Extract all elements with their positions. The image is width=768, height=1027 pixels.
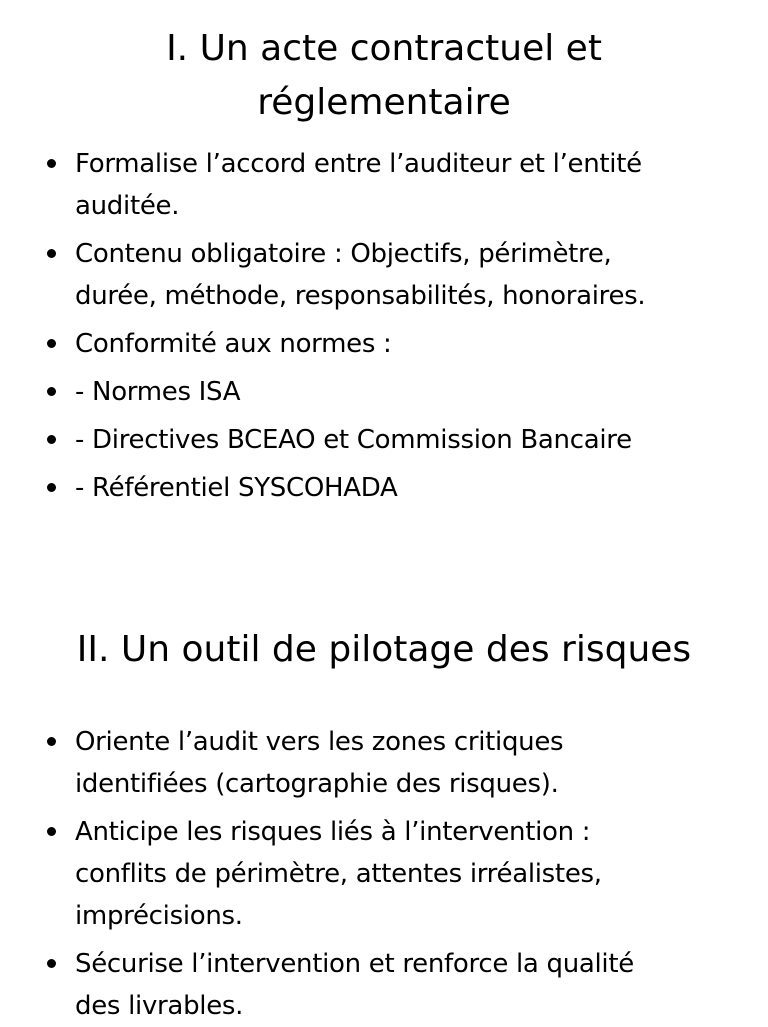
bullet-text-line: - Normes ISA [75,377,241,407]
bullet-text-line: auditée. [75,191,180,221]
bullet-list-2 [0,721,768,1027]
bullet-item [0,943,768,1027]
bullet-text-line: Anticipe les risques liés à l’intervention : [75,817,591,847]
bullet-text-line: identifiées (cartographie des risques). [75,769,559,799]
bullet-item [0,467,768,509]
title-line: réglementaire [257,82,511,123]
bullet-text-line: - Référentiel SYSCOHADA [75,473,398,503]
bullet-text-line: - Directives BCEAO et Commission Bancaire [75,425,632,455]
bullet-dot-icon [47,387,56,396]
section-title-2 [0,612,768,677]
bullet-text-line: imprécisions. [75,901,243,931]
title-line: I. Un acte contractuel et [166,28,602,69]
bullet-dot-icon [47,339,56,348]
bullet-item [0,233,768,317]
bullet-text-line: Formalise l’accord entre l’auditeur et l’entité [75,149,642,179]
bullet-dot-icon [47,959,56,968]
bullet-item [0,721,768,805]
bullet-item [0,143,768,227]
slide-risk-steering [0,612,768,1024]
bullet-dot-icon [47,159,56,168]
bullet-item [0,371,768,413]
bullet-dot-icon [47,483,56,492]
bullet-text-line: Contenu obligatoire : Objectifs, périmètre, [75,239,612,269]
bullet-item [0,811,768,937]
bullet-text-line: conflits de périmètre, attentes irréalistes, [75,859,602,889]
section-title-1 [0,0,768,130]
bullet-dot-icon [47,827,56,836]
bullet-text-line: durée, méthode, responsabilités, honoraires. [75,281,646,311]
bullet-item [0,323,768,365]
bullet-text-line: Oriente l’audit vers les zones critiques [75,727,564,757]
bullet-text-line: Sécurise l’intervention et renforce la qualité [75,949,634,979]
bullet-item [0,419,768,461]
bullet-dot-icon [47,435,56,444]
bullet-dot-icon [47,249,56,258]
bullet-dot-icon [47,737,56,746]
bullet-text-line: Conformité aux normes : [75,329,392,359]
bullet-list-1 [0,143,768,509]
title-line: II. Un outil de pilotage des risques [76,629,692,670]
bullet-text-line: des livrables. [75,991,244,1021]
